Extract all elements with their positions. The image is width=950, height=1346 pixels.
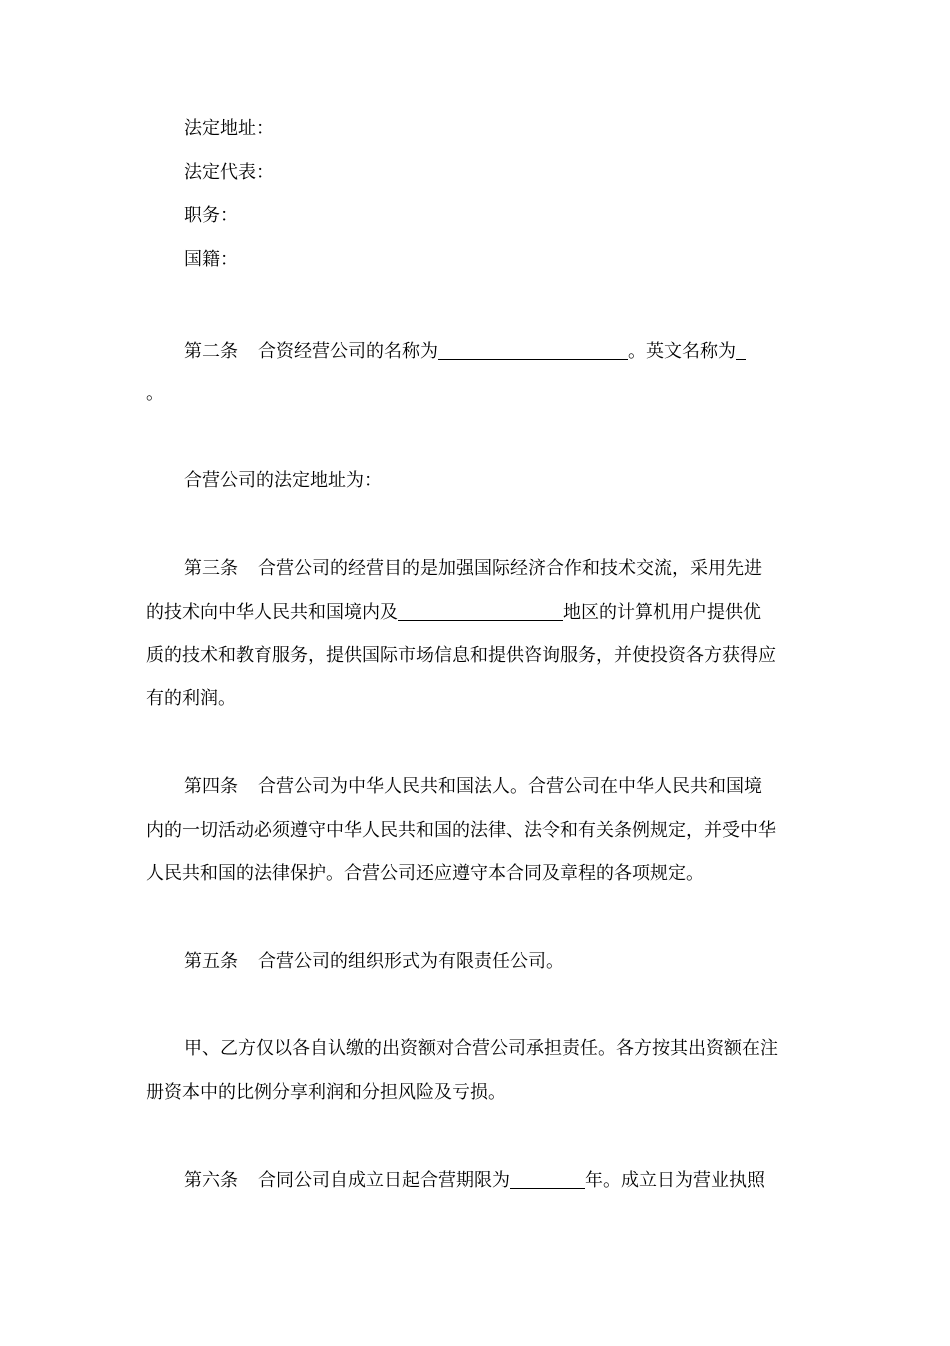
company-name-blank xyxy=(438,339,628,360)
legal-representative-label: 法定代表： xyxy=(184,162,274,183)
article-3-line-1 xyxy=(184,557,762,581)
article-2-number: 第二条 xyxy=(184,341,238,362)
article-5-number: 第五条 xyxy=(184,951,238,972)
article-2-text-a: 合资经营公司的名称为 xyxy=(258,341,438,362)
article-6-line-1 xyxy=(184,1168,765,1193)
company-address-line: 合营公司的法定地址为： xyxy=(184,470,382,491)
article-2-line-2: 。 xyxy=(146,383,164,404)
article-5-paragraph-2-line-2: 册资本中的比例分享利润和分担风险及亏损。 xyxy=(146,1082,506,1103)
article-3-line-3: 质的技术和教育服务，提供国际市场信息和提供咨询服务，并使投资各方获得应 xyxy=(146,645,776,666)
article-6-text-1b: 年。成立日为营业执照 xyxy=(585,1170,765,1191)
article-4-line-1 xyxy=(184,775,762,799)
article-2-text-b: 。英文名称为 xyxy=(628,341,736,362)
article-3-line-4: 有的利润。 xyxy=(146,688,236,709)
position-label: 职务： xyxy=(184,205,238,226)
article-6-text-1a: 合同公司自成立日起合营期限为 xyxy=(258,1170,510,1191)
article-6-number: 第六条 xyxy=(184,1170,238,1191)
article-5-line-1 xyxy=(184,950,564,974)
region-blank xyxy=(398,600,563,621)
article-3-number: 第三条 xyxy=(184,558,238,579)
article-4-number: 第四条 xyxy=(184,776,238,797)
article-2-line-1 xyxy=(184,339,746,364)
article-3-text-2a: 的技术向中华人民共和国境内及 xyxy=(146,602,398,623)
article-4-line-3: 人民共和国的法律保护。合营公司还应遵守本合同及章程的各项规定。 xyxy=(146,863,704,884)
article-5-paragraph-2-line-1: 甲、乙方仅以各自认缴的出资额对合营公司承担责任。各方按其出资额在注 xyxy=(184,1038,778,1059)
article-3-text-1: 合营公司的经营目的是加强国际经济合作和技术交流，采用先进 xyxy=(258,558,762,579)
legal-address-label: 法定地址： xyxy=(184,118,274,139)
nationality-label: 国籍： xyxy=(184,249,238,270)
english-name-blank xyxy=(736,339,746,360)
term-years-blank xyxy=(510,1168,585,1189)
article-3-line-2 xyxy=(146,600,761,625)
article-4-line-2: 内的一切活动必须遵守中华人民共和国的法律、法令和有关条例规定，并受中华 xyxy=(146,820,776,841)
article-4-text-1: 合营公司为中华人民共和国法人。合营公司在中华人民共和国境 xyxy=(258,776,762,797)
article-5-text-1: 合营公司的组织形式为有限责任公司。 xyxy=(258,951,564,972)
article-3-text-2b: 地区的计算机用户提供优 xyxy=(563,602,761,623)
